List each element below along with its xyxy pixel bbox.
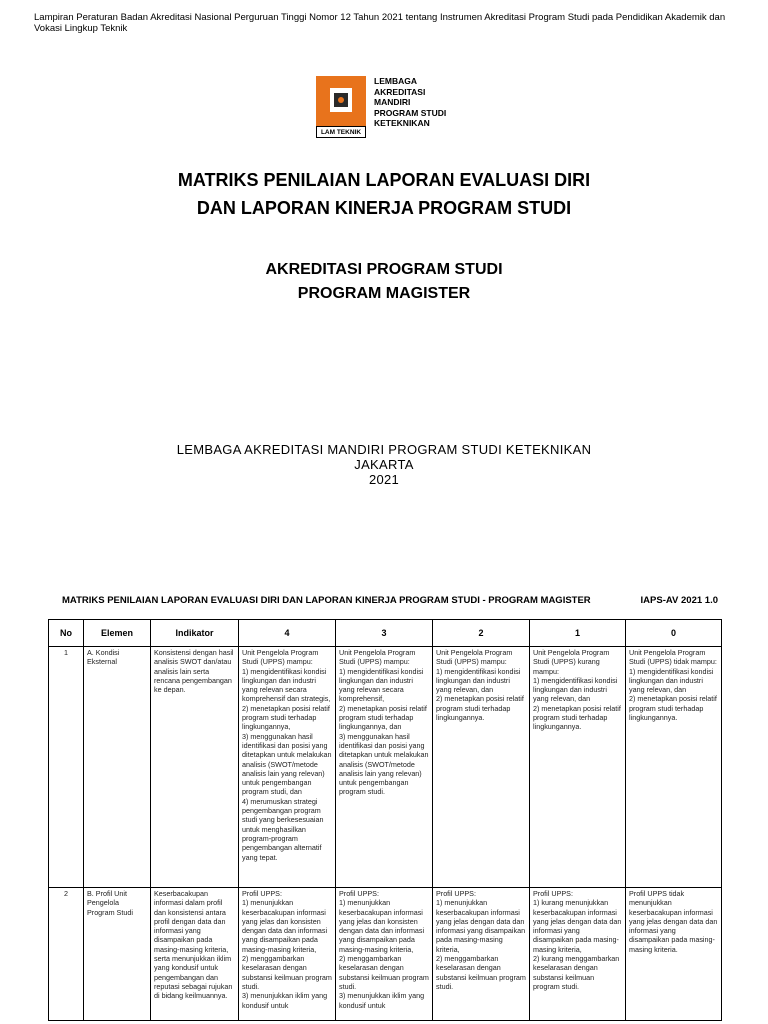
cell-score-1: Profil UPPS: 1) kurang menunjukkan keserbacakupan informasi yang jelas dengan data dan informasi yang disampaikan pada masing-masing kriteria, 2) kurang menggambarkan keselarasan dengan substansi keilmuan program studi.: [530, 888, 626, 1021]
cell-indikator: Keserbacakupan informasi dalam profil dan konsistensi antara profil dengan data dan informasi yang disampaikan pada masing-masing kriteria, serta menunjukkan iklim yang kondusif untuk pengembangan dan reputasi sebagai rujukan di bidang keilmuannya.: [151, 888, 239, 1021]
logo-text-line: KETEKNIKAN: [374, 118, 430, 128]
column-header: Indikator: [151, 620, 239, 647]
cell-score-4: Unit Pengelola Program Studi (UPPS) mampu: 1) mengidentifikasi kondisi lingkungan dan industri yang relevan secara komprehensif dan strategis, 2) menetapkan posisi relatif program studi terhadap lingkungannya, 3) menggunakan hasil identifikasi dan posisi yang ditetapkan untuk melakukan analisis (SWOT/metode analisis lain yang relevan) untuk pengembangan program studi, dan 4) merumuskan strategi pengembangan program studi yang berkesesuaian untuk menghasilkan program-program pengembangan alternatif yang tepat.: [239, 647, 336, 888]
logo-caption: LAM TEKNIK: [316, 126, 366, 138]
logo-text: [374, 76, 464, 129]
logo-text-line: PROGRAM STUDI: [374, 107, 447, 118]
cell-score-2: Profil UPPS: 1) menunjukkan keserbacakupan informasi yang jelas dengan data dan informasi yang disampaikan pada masing-masing kriteria, 2) menggambarkan keselarasan dengan substansi keilmuan program studi.: [433, 888, 530, 1021]
logo-emblem-icon: [316, 76, 366, 126]
header-note: Lampiran Peraturan Badan Akreditasi Nasional Perguruan Tinggi Nomor 12 Tahun 2021 tentang Instrumen Akreditasi Program Studi pada Pendidikan Akademik dan Vokasi Lingkup Teknik: [34, 12, 726, 34]
document-title: [0, 166, 768, 222]
cell-score-1: Unit Pengelola Program Studi (UPPS) kurang mampu: 1) mengidentifikasi kondisi lingkungan dan industri yang relevan, dan 2) menetapkan posisi relatif program studi terhadap lingkungannya.: [530, 647, 626, 888]
org-year: 2021: [368, 472, 400, 487]
organization-block: [0, 442, 768, 487]
cell-score-3: Profil UPPS: 1) menunjukkan keserbacakupan informasi yang jelas dan konsisten dengan data dan informasi yang disampaikan pada masing-masing kriteria, 2) menggambarkan keselarasan dengan substansi keilmuan program studi. 3) menunjukkan iklim yang kondusif untuk: [336, 888, 433, 1021]
cell-indikator: Konsistensi dengan hasil analisis SWOT dan/atau analisis lain serta rencana pengembangan ke depan.: [151, 647, 239, 888]
column-header: Elemen: [84, 620, 151, 647]
column-header: 3: [336, 620, 433, 647]
logo-text-line: MANDIRI: [374, 97, 411, 107]
subtitle-line: AKREDITASI PROGRAM STUDI: [265, 261, 503, 278]
table-header-row: [49, 620, 722, 647]
table-row: [49, 888, 722, 1021]
cell-score-0: Unit Pengelola Program Studi (UPPS) tidak mampu: 1) mengidentifikasi kondisi lingkungan dan industri yang relevan, dan 2) menetapkan posisi relatif program studi terhadap lingkungannya.: [626, 647, 722, 888]
column-header: 0: [626, 620, 722, 647]
cell-no: 1: [49, 647, 84, 888]
cell-score-3: Unit Pengelola Program Studi (UPPS) mampu: 1) mengidentifikasi kondisi lingkungan dan industri yang relevan secara komprehensif, 2) menetapkan posisi relatif program studi terhadap lingkungannya, dan 3) menggunakan hasil identifikasi dan posisi yang ditetapkan untuk melakukan analisis (SWOT/metode analisis lain yang relevan) untuk pengembangan program studi.: [336, 647, 433, 888]
title-line: MATRIKS PENILAIAN LAPORAN EVALUASI DIRI: [177, 170, 591, 190]
cell-elemen: B. Profil Unit Pengelola Program Studi: [84, 888, 151, 1021]
assessment-matrix-table: [48, 619, 722, 1021]
column-header: 1: [530, 620, 626, 647]
cell-score-2: Unit Pengelola Program Studi (UPPS) mampu: 1) mengidentifikasi kondisi lingkungan dan industri yang relevan, dan 2) menetapkan posisi relatif program studi terhadap lingkungannya.: [433, 647, 530, 888]
table-code: IAPS-AV 2021 1.0: [640, 595, 718, 606]
logo-text-line: AKREDITASI: [374, 86, 426, 97]
table-title: MATRIKS PENILAIAN LAPORAN EVALUASI DIRI DAN LAPORAN KINERJA PROGRAM STUDI - PROGRAM MAGISTER: [62, 595, 591, 606]
column-header: 4: [239, 620, 336, 647]
logo-text-line: LEMBAGA: [374, 76, 417, 86]
document-subtitle: [0, 258, 768, 306]
cell-score-0: Profil UPPS tidak menunjukkan keserbacakupan informasi yang jelas dengan data dan informasi yang disampaikan pada masing-masing kriteria.: [626, 888, 722, 1021]
subtitle-line: PROGRAM MAGISTER: [297, 285, 471, 302]
column-header: 2: [433, 620, 530, 647]
column-header: No: [49, 620, 84, 647]
org-city: JAKARTA: [354, 457, 414, 472]
cell-no: 2: [49, 888, 84, 1021]
title-line: DAN LAPORAN KINERJA PROGRAM STUDI: [196, 198, 572, 218]
table-row: [49, 647, 722, 888]
cell-score-4: Profil UPPS: 1) menunjukkan keserbacakupan informasi yang jelas dan konsisten dengan data dan informasi yang disampaikan pada masing-masing kriteria, 2) menggambarkan keselarasan dengan substansi keilmuan program studi. 3) menunjukkan iklim yang kondusif untuk: [239, 888, 336, 1021]
org-name: LEMBAGA AKREDITASI MANDIRI PROGRAM STUDI KETEKNIKAN: [176, 442, 592, 457]
cell-elemen: A. Kondisi Eksternal: [84, 647, 151, 888]
